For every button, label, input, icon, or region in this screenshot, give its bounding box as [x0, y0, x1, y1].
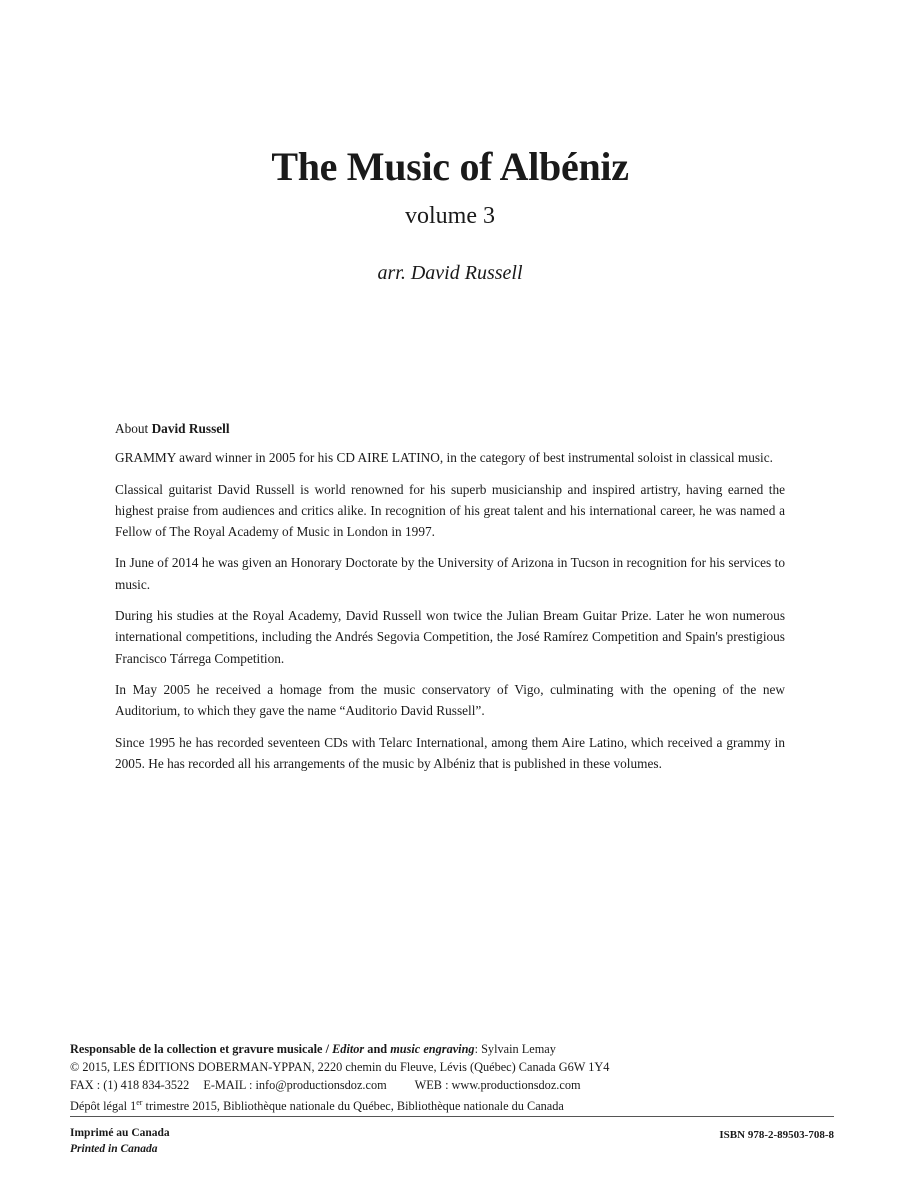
about-paragraph-recordings: Since 1995 he has recorded seventeen CDs with Telarc International, among them Aire Latino, which received a grammy in 2005. He has recorded all his arrangements of the music by Albéniz that is published in these volumes. [115, 734, 785, 771]
about-heading-name: David Russell [151, 421, 230, 436]
about-paragraph-studies: During his studies at the Royal Academy, David Russell won twice the Julian Bream Guitar Prize. Later he won numerous international competitions, including the Andrés Segovia Competition, the José Ramírez Competition and Spain's prestigious Francisco Tárrega Competition. [115, 608, 785, 666]
printed-in-notice [70, 1125, 170, 1157]
engraving-label-en: music engraving [390, 1042, 475, 1056]
editor-line [70, 1040, 840, 1058]
legal-deposit-suffix: trimestre 2015, Bibliothèque nationale du Québec, Bibliothèque nationale du Canada [142, 1099, 564, 1114]
about-section [115, 418, 785, 784]
editor-name: : Sylvain Lemay [474, 1042, 556, 1056]
editor-label-and: and [367, 1042, 388, 1056]
editor-label-fr: Responsable de la collection et gravure musicale / [70, 1042, 330, 1056]
footer-divider [70, 1116, 834, 1117]
legal-deposit-prefix: Dépôt légal 1 [70, 1099, 137, 1114]
printed-in-fr: Imprimé au Canada [70, 1127, 170, 1139]
publisher-credits [70, 1040, 840, 1115]
legal-deposit-line [70, 1094, 840, 1115]
volume-subtitle: volume 3 [405, 203, 495, 229]
about-paragraph-doctorate: In June of 2014 he was given an Honorary Doctorate by the University of Arizona in Tucson in recognition for his services to music. [115, 555, 785, 592]
legal-deposit-ordinal: er [136, 1098, 143, 1107]
about-paragraph-renown: Classical guitarist David Russell is world renowned for his superb musicianship and inspired artistry, having earned the highest praise from audiences and critics alike. In recognition of his great talent and his international career, he was named a Fellow of The Royal Academy of Music in London in 1997. [115, 481, 785, 540]
about-paragraph-grammy: GRAMMY award winner in 2005 for his CD AIRE LATINO, in the category of best instrumental soloist in classical music. [115, 450, 773, 466]
about-paragraph-homage: In May 2005 he received a homage from the music conservatory of Vigo, culminating with the opening of the new Auditorium, to which they gave the name “Auditorio David Russell”. [115, 681, 785, 719]
fax-number: FAX : (1) 418 834-3522 [70, 1078, 190, 1092]
contact-line [70, 1076, 840, 1094]
page-title: The Music of Albéniz [271, 144, 629, 189]
web-address: WEB : www.productionsdoz.com [414, 1078, 581, 1092]
email-address: E-MAIL : info@productionsdoz.com [203, 1078, 387, 1092]
about-heading-prefix: About [115, 421, 149, 436]
copyright-line: © 2015, LES ÉDITIONS DOBERMAN-YPPAN, 2220 chemin du Fleuve, Lévis (Québec) Canada G6W 1Y4 [70, 1060, 610, 1074]
arranger-credit: arr. David Russell [377, 262, 523, 284]
about-heading [115, 418, 785, 439]
isbn: ISBN 978-2-89503-708-8 [719, 1129, 834, 1141]
editor-label-en: Editor [332, 1042, 365, 1056]
printed-in-en: Printed in Canada [70, 1143, 158, 1155]
